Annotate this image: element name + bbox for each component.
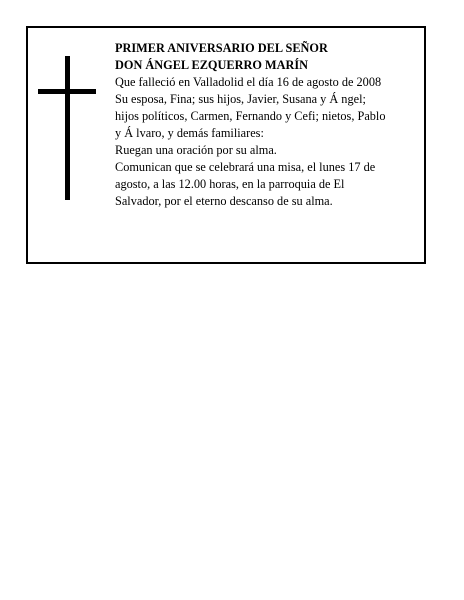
notice-heading-line-2: DON ÁNGEL EZQUERRO MARÍN — [115, 58, 309, 72]
notice-text — [115, 40, 421, 210]
notice-line-family-3: y Á lvaro, y demás familiares: — [115, 126, 264, 140]
cross-icon — [38, 56, 98, 202]
notice-line-prayer: Ruegan una oración por su alma. — [115, 143, 277, 157]
notice-line-mass-1: Comunican que se celebrará una misa, el lunes 17 de — [115, 160, 376, 174]
cross-horizontal-bar — [38, 89, 96, 94]
cross-vertical-bar — [65, 56, 70, 200]
notice-heading-line-1: PRIMER ANIVERSARIO DEL SEÑOR — [115, 41, 328, 55]
notice-line-mass-2: agosto, a las 12.00 horas, en la parroquia de El — [115, 177, 345, 191]
notice-line-mass-3: Salvador, por el eterno descanso de su alma. — [115, 194, 333, 208]
notice-line-family-1: Su esposa, Fina; sus hijos, Javier, Susana y Á ngel; — [115, 92, 366, 106]
notice-line-family-2: hijos políticos, Carmen, Fernando y Cefi; nietos, Pablo — [115, 109, 386, 123]
notice-line-death: Que falleció en Valladolid el día 16 de agosto de 2008 — [115, 75, 382, 89]
obituary-notice — [26, 26, 426, 264]
